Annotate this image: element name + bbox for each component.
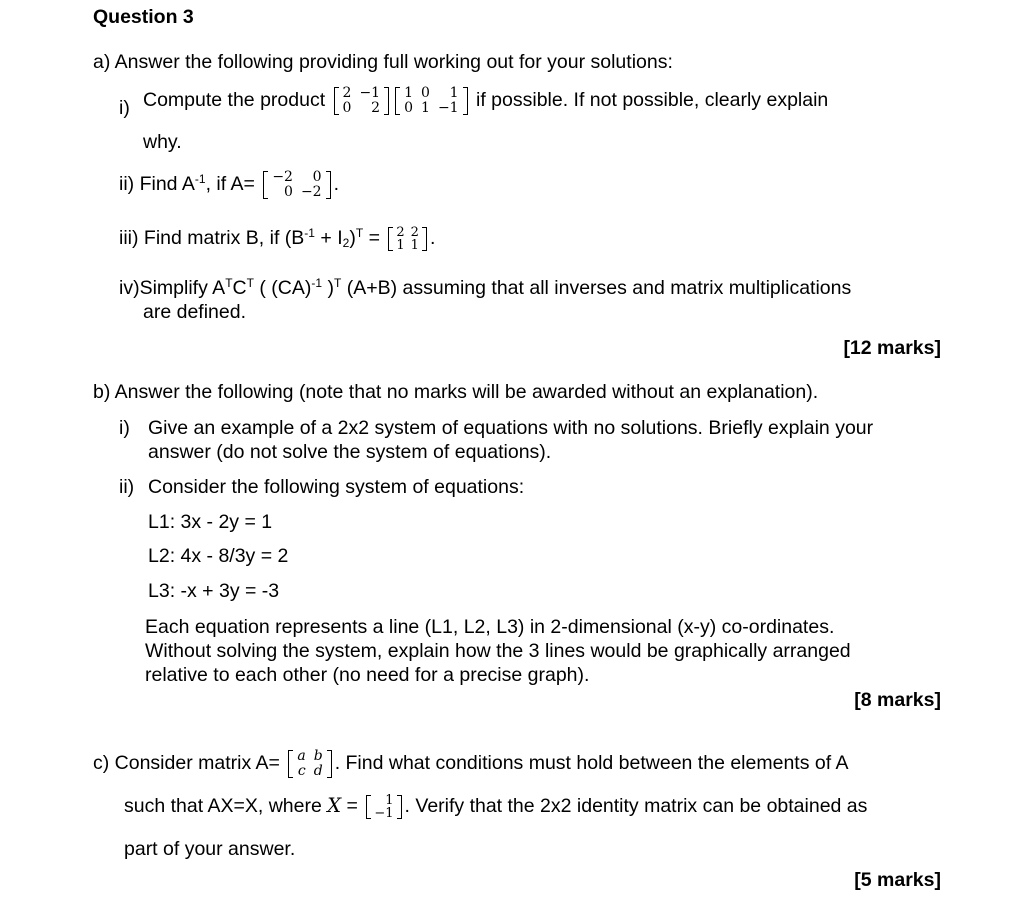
text: c) Consider matrix A= bbox=[93, 752, 280, 775]
part-b-ii-intro: Consider the following system of equations: bbox=[148, 476, 525, 498]
text: ( (CA) bbox=[253, 277, 312, 299]
equation-l1: L1: 3x - 2y = 1 bbox=[148, 511, 273, 533]
part-b-ii-para-1: Each equation represents a line (L1, L2, L3) in 2-dimensional (x-y) co-ordinates. bbox=[145, 616, 835, 638]
part-a-marks: [12 marks] bbox=[843, 337, 941, 359]
matrix-cell: −1 bbox=[437, 100, 459, 116]
matrix-a-iii bbox=[388, 226, 427, 252]
part-c-line1 bbox=[93, 749, 849, 779]
matrix-cell: 0 bbox=[284, 184, 293, 200]
part-b-i-label: i) bbox=[119, 417, 130, 439]
part-b-marks: [8 marks] bbox=[854, 689, 941, 711]
equation-l3: L3: -x + 3y = -3 bbox=[148, 580, 280, 602]
subscript: 2 bbox=[342, 236, 350, 251]
superscript: -1 bbox=[194, 172, 206, 187]
period: . bbox=[429, 227, 436, 250]
part-b-ii-para-2: Without solving the system, explain how the 3 lines would be graphically arranged bbox=[145, 640, 851, 662]
part-a-i-before: Compute the product bbox=[143, 89, 326, 112]
matrix-cell: −1 bbox=[374, 806, 394, 821]
matrix-2x3-second bbox=[395, 86, 467, 116]
period: . bbox=[333, 173, 340, 196]
matrix-cell: 2 bbox=[410, 225, 419, 240]
part-a-iii bbox=[119, 226, 435, 252]
matrix-cell: 1 bbox=[396, 238, 405, 253]
matrix-cell: 0 bbox=[312, 169, 322, 185]
matrix-cell: 2 bbox=[396, 225, 405, 240]
matrix-cell: 1 bbox=[449, 85, 459, 101]
text: such that AX=X, where bbox=[124, 795, 328, 818]
part-b-ii-para-3: relative to each other (no need for a precise graph). bbox=[145, 664, 590, 686]
text: . Verify that the 2x2 identity matrix can be obtained as bbox=[404, 795, 868, 818]
matrix-2x2-first bbox=[334, 86, 390, 116]
part-a-i-label: i) bbox=[119, 97, 130, 119]
matrix-cell: −2 bbox=[272, 169, 293, 185]
text: Simplify A bbox=[139, 277, 226, 299]
part-b-i-line2: answer (do not solve the system of equations). bbox=[148, 441, 552, 463]
part-a-intro: a) Answer the following providing full working out for your solutions: bbox=[93, 51, 673, 73]
part-a-iv-label: iv) bbox=[119, 277, 140, 299]
matrix-cell: 0 bbox=[421, 85, 430, 101]
matrix-cell: 0 bbox=[342, 100, 352, 116]
text: (A+B) assuming that all inverses and matrix multiplications bbox=[341, 277, 852, 299]
matrix-cell: 1 bbox=[410, 238, 419, 253]
matrix-abcd bbox=[288, 749, 331, 779]
matrix-a-ii bbox=[263, 170, 330, 200]
matrix-cell: b bbox=[313, 748, 323, 764]
part-a-iii-label: iii) bbox=[119, 227, 139, 250]
text: C bbox=[232, 277, 247, 299]
text: = bbox=[363, 227, 380, 250]
superscript: T bbox=[333, 276, 342, 290]
text: . Find what conditions must hold between the elements of A bbox=[334, 752, 849, 775]
part-b-i-line1: Give an example of a 2x2 system of equations with no solutions. Briefly explain your bbox=[148, 417, 874, 439]
matrix-cell: 1 bbox=[404, 85, 414, 101]
part-a-ii-text2: , if A= bbox=[205, 173, 255, 196]
matrix-cell: 2 bbox=[342, 85, 352, 101]
part-b-intro: b) Answer the following (note that no marks will be awarded without an explanation). bbox=[93, 381, 819, 403]
matrix-cell: c bbox=[297, 763, 306, 779]
matrix-cell: 2 bbox=[371, 100, 381, 116]
part-a-iii-text: Find matrix B, if (B bbox=[143, 227, 305, 250]
part-c-line2 bbox=[124, 794, 867, 820]
matrix-cell: 0 bbox=[404, 100, 414, 116]
part-a-ii bbox=[119, 170, 339, 200]
superscript: T bbox=[225, 276, 233, 290]
matrix-cell: 1 bbox=[421, 100, 430, 116]
matrix-cell: 1 bbox=[385, 793, 394, 808]
matrix-cell: a bbox=[297, 748, 306, 764]
part-b-ii-label: ii) bbox=[119, 476, 135, 498]
part-c-line3: part of your answer. bbox=[124, 838, 296, 860]
superscript: -1 bbox=[304, 226, 315, 241]
part-a-ii-label: ii) bbox=[119, 173, 135, 196]
part-a-i-after: if possible. If not possible, clearly explain bbox=[476, 89, 829, 112]
part-c-marks: [5 marks] bbox=[854, 869, 941, 891]
text: ) bbox=[322, 277, 334, 299]
equation-l2: L2: 4x - 8/3y = 2 bbox=[148, 545, 289, 567]
text: = bbox=[341, 795, 364, 818]
superscript: T bbox=[246, 276, 254, 290]
part-a-ii-text: Find A bbox=[139, 173, 195, 196]
text: + I bbox=[314, 227, 343, 250]
superscript: -1 bbox=[311, 276, 323, 290]
matrix-cell: −2 bbox=[300, 184, 322, 200]
x-variable: X bbox=[327, 794, 342, 818]
question-title: Question 3 bbox=[93, 6, 194, 28]
superscript: T bbox=[355, 226, 364, 241]
part-a-i-cont: why. bbox=[143, 131, 182, 153]
text: ) bbox=[349, 227, 356, 250]
matrix-cell: −1 bbox=[359, 85, 381, 101]
matrix-cell: d bbox=[313, 763, 323, 779]
part-a-i-line bbox=[143, 86, 828, 116]
part-a-iv-cont: are defined. bbox=[143, 301, 246, 323]
part-a-iv bbox=[119, 277, 851, 299]
vector-x bbox=[366, 794, 401, 820]
